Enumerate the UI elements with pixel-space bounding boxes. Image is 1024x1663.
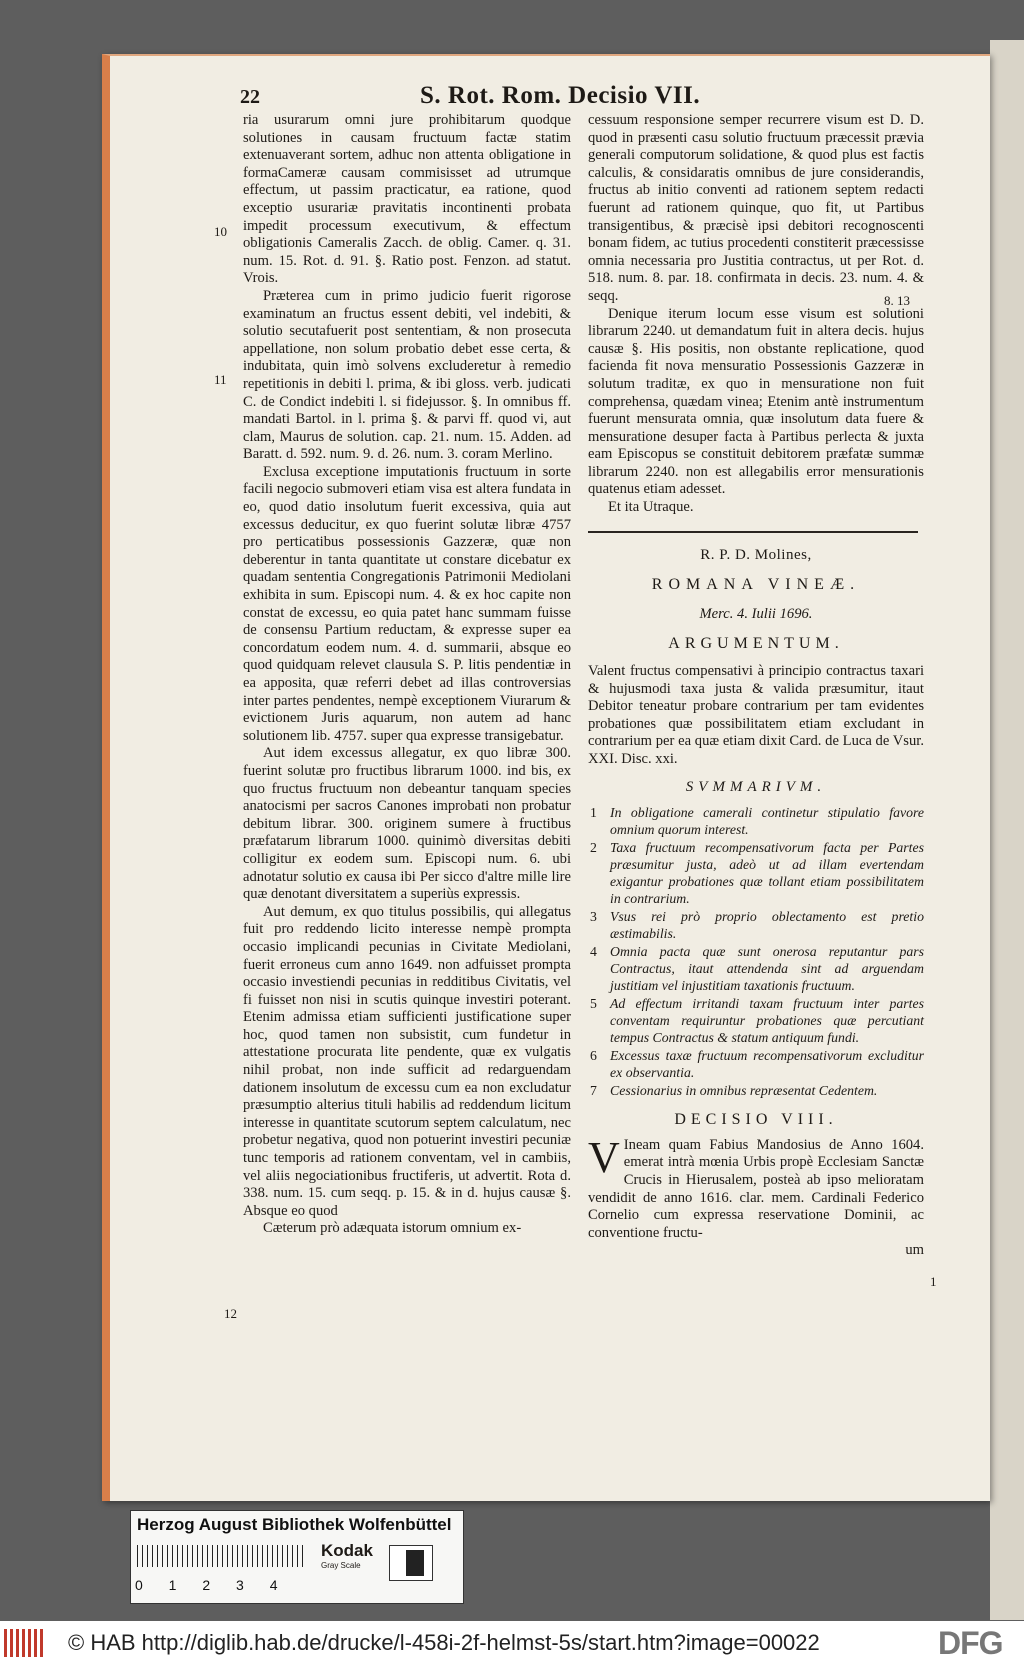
item-number: 7 <box>590 1083 597 1099</box>
margin-number: 10 <box>214 224 227 239</box>
decisio-heading: DECISIO VIII. <box>674 1111 838 1129</box>
summarium-item <box>588 908 924 942</box>
left-column <box>243 112 571 1238</box>
item-number: 4 <box>590 944 597 960</box>
library-name: Herzog August Bibliothek Wolfenbüttel <box>137 1515 452 1534</box>
item-text: In obligatione camerali continetur stipulatio favore omnium quorum interest. <box>610 805 924 838</box>
barcode-icon <box>4 1629 44 1657</box>
section-divider <box>588 531 918 533</box>
facing-page-edge <box>990 40 1024 1620</box>
judge-name: R. P. D. Molines, <box>700 546 812 563</box>
source-url[interactable]: © HAB http://diglib.hab.de/drucke/l-458i-2f-helmst-5s/start.htm?image=00022 <box>68 1630 820 1655</box>
drop-cap: V <box>588 1132 620 1182</box>
item-text: Omnia pacta quæ sunt onerosa reputantur pars Contractus, itaut attendenda sint ad arguendam justitiam vel injustitiam taxationis fructuum. <box>610 944 924 994</box>
item-number: 2 <box>590 840 597 856</box>
gray-scale-swatch <box>389 1545 433 1581</box>
summarium-heading: SVMMARIVM. <box>685 778 827 795</box>
item-text: Cessionarius in omnibus repræsentat Cedentem. <box>610 1083 878 1099</box>
item-number: 1 <box>590 805 597 821</box>
right-column <box>588 112 924 1260</box>
paragraph: Exclusa exceptione imputationis fructuum in sorte facili negocio submoveri etiam visa est altera fundata in eo, quod datio insolutum fuerit excessiva, quia aut excessus deducitur, ex quo fuerint solutæ libræ 4757 pro perticatibus possessionis Gazzeræ, quæ non deberentur in tanta quantitate ut constare dicebatur ex quadam sententia Congregationis Patrimonii Mediolani exhibita in sum. Episcopi num. 4. & ex hoc capite non constat de excessu, eo quia patet hanc summam fuisse de consensu Partium reductam, & expresse super ea concordatum eodem num. 4. d. summarii, absque eo quod quidquam relevet clausula S. P. litis pendentiæ in ea apposita, quæ referri debet ad illas controversias inter partes pendentes, nempè exceptionem Viurarum & evictionem Juris aquarum, non autem ad hanc solutionem lib. 4757. super qua expresse transigebatur. <box>243 463 571 744</box>
summarium-item <box>588 943 924 994</box>
item-text: Excessus taxæ fructuum recompensativorum excluditur ex observantia. <box>610 1048 924 1081</box>
paragraph: Aut demum, ex quo titulus possibilis, qui allegatus fuit pro reddendo licito interesse nempè prompta occasio implicandi pecunias in Civitate Mediolani, fuerit erroneus cum anno 1649. non adfuisset prompta occasio investiendi pecunias in redditibus Civitatis, vel fi fuisset non nisi in scutis quinque investiri poterant. Etenim admissa etiam sufficienti justificatione super hoc, quod tamen non subsistit, cum fundetur in attestatione procurata lite pendente, quæ ex vulgatis nihil probat, non inde sufficit ad redarguendam dationem insolutum de excessu cum ea non excludatur præsumptio alterius tituli habilis ad reddendum licitum interesse in quantitate scutorum septem calculatum, nec probetur negativa, quod non potuerint investiri pecuniæ tunc temporis ad rationem conventam, vel in cambiis, vel aliis negociationibus fructiferis, ut advertit. Rota d. 338. num. 15. cum seqq. p. 15. & in d. hujus causæ §. Absque eo quod <box>243 903 571 1219</box>
catchword: um <box>905 1242 924 1259</box>
paragraph: cessuum responsione semper recurrere visum est D. D. quod in præsenti casu solutio fructuum præcessit prævia generali computorum solidatione, & quod plus est factis calculis, & considaratis omnibus de jure considerandis, fructus ab initio conventi ad rationem septem redacti fuerunt ad rationem quinque, quo fit, ut Partibus transigentibus, & præcisè ipsi debitori recognoscenti bonam fidem, ac tutius procedenti constiterit præcessisse omnia necessaria pro Justitia contractus, ut per Rot. d. 518. num. 8. par. 18. confirmata in decis. 23. num. 4. & seqq. <box>588 112 924 304</box>
summarium-item <box>588 1082 924 1099</box>
summarium-list <box>588 804 924 1099</box>
margin-number: 12 <box>224 1306 237 1321</box>
item-number: 3 <box>590 909 597 925</box>
summarium-item <box>588 839 924 907</box>
closing-line: Et ita Utraque. <box>608 499 694 516</box>
item-text: Vsus rei prò proprio oblectamento est pretio æstimabilis. <box>610 909 924 942</box>
page-number: 22 <box>240 86 260 108</box>
argumentum-text: Valent fructus compensativi à principio contractus taxari & hujusmodi taxa justa & valida præsumitur, itaut Debitor teneatur probare contrarium per tam evidentes probationes quæ possibilitatem etiam excludant in contrarium per ea quæ etiam dixit Card. de Luca de Vsur. XXI. Disc. xxi. <box>588 663 924 767</box>
library-color-target <box>130 1510 464 1604</box>
kodak-logo: Kodak <box>321 1541 373 1560</box>
item-text: Ad effectum irritandi taxam fructuum inter partes conventam requiruntur probationes quæ percutiant tempus Contractus & statum antiquum fundi. <box>610 996 924 1046</box>
item-number: 6 <box>590 1048 597 1064</box>
summarium-item <box>588 995 924 1046</box>
case-date: Merc. 4. Iulii 1696. <box>699 605 813 622</box>
decisio-body: Ineam quam Fabius Mandosius de Anno 1604. emerat intrà mœnia Urbis propè Ecclesiam Sanctæ Crucis in Hierusalem, posteà ab ipso melioratam vendidit de anno 1616. clar. mem. Cardinali Federico Cornelio cum expressa reservatione Dominii, ac conventione fructu- <box>588 1136 924 1241</box>
dfg-logo: DFG <box>938 1625 1003 1661</box>
decisio-text <box>588 1132 924 1243</box>
summarium-item <box>588 804 924 838</box>
paragraph: Præterea cum in primo judicio fuerit rigorose examinatum an fructus essent debiti, vel indebiti, & solutio secutafuerit post sententiam, & non prosecuta appellatione, non solum probatio debet esse certa, & indubitata, quin imò solvens excluderetur à remedio repetitionis in debiti l. prima, & ibi gloss. verb. judicati C. de Condict indebiti l. si fidejussor. §. In omnibus ff. mandati Bartol. in l. prima §. & parvi ff. quod vi, aut clam, Maurus de solution. cap. 21. num. 15. Adden. ad Baratt. d. 592. num. 9. d. 26. num. 3. coram Merlino. <box>243 287 571 463</box>
summarium-item <box>588 1047 924 1081</box>
margin-number: 1 <box>930 1274 937 1289</box>
item-text: Taxa fructuum recompensativorum facta per Partes præsumitur justa, adeò ut ad illam evertendam exigantur probationes quæ tollant etiam possibilitatem in contrarium. <box>610 840 924 907</box>
argumentum-heading: ARGUMENTUM. <box>668 635 844 653</box>
paragraph: Denique iterum locum esse visum est solutioni librarum 2240. ut demandatum fuit in altera decis. hujus causæ §. His positis, non obstante replicatione, quod facienda fit nova mensuratio Possessionis Gazzeræ in solutum traditæ, ex quo in mensuratione non fuit comprehensa, quædam vinea; Etenim antè instrumentum fuerunt mensurata omnia, quæ insolutum data fuere & mensuratione desuper facta à Partibus perlecta & juxta eam Episcopus se constituit debitorem præfatæ summæ librarum 2240. non est allegabilis error mensurationis quatenus etiam adesset. <box>588 305 924 498</box>
running-head: S. Rot. Rom. Decisio VII. <box>420 82 701 109</box>
item-number: 5 <box>590 996 597 1012</box>
scale-ruler <box>137 1545 307 1567</box>
margin-number: 8. 13 <box>884 293 910 308</box>
case-title: ROMANA VINEÆ. <box>651 576 861 594</box>
margin-number: 11 <box>214 372 227 387</box>
paragraph: Aut idem excessus allegatur, ex quo libræ 300. fuerint solutæ pro fructibus librarum 1000. ind bis, ex quo fructus fructuum non debeantur tanquam species anatocismi per sacros Canones improbati non probatur debitum librar. 300. originem sumere à fructibus præfatarum librarum 1000. quinimò diversitas debiti colligitur ex eodem sum. Episcopi num. 6. ubi adnotatur solutio ex causa ibi Per sicco d'altre mille lire quæ denotant diversitatem a superiùs expressis. <box>243 745 571 903</box>
paragraph: Cæterum prò adæquata istorum omnium ex- <box>263 1220 522 1237</box>
ruler-numbers: 0 1 2 3 4 <box>135 1577 278 1593</box>
paragraph: ria usurarum omni jure prohibitarum quodque solutiones in causam fructuum factæ statim extenuaverant sortem, adhuc non attenta obligatione in formaCameræ causam commisisset ad utrumque effectum, ut passim practicatur, ea ratione, quod exceptio usurariæ pravitatis incontinenti probata impedit processum executivum, & effectum obligationis Cameralis Zacch. de oblig. Camer. q. 31. num. 15. Rot. d. 91. §. Ratio post. Fenzon. ad statut. Vrois. <box>243 112 571 287</box>
footer-bar <box>0 1621 1024 1663</box>
gray-scale-label: Gray Scale <box>321 1561 361 1570</box>
